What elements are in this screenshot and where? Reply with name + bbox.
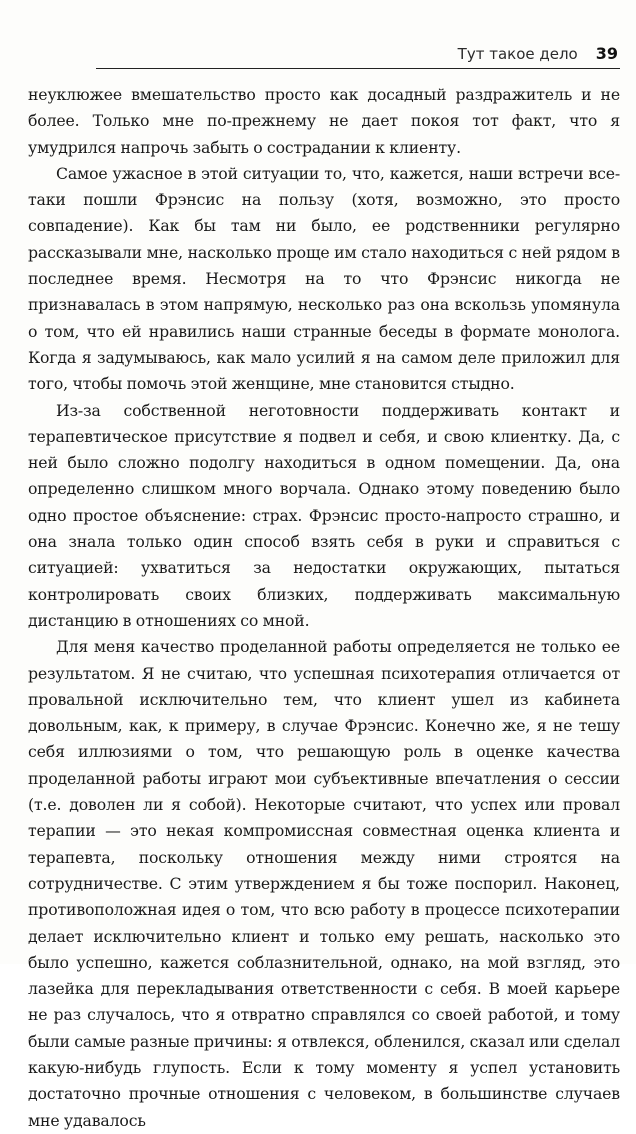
paragraph: Из-за собственной неготовности поддерживать контакт и терапевтическое присутствие я подвел и себя, и свою клиентку. Да, с ней было сложно подолгу находиться в одном помещении. Да, она определенно слишком много ворчала. Однако этому поведению было одно простое объяснение: страх. Фрэнсис просто-напросто страшно, и она знала только один способ взять себя в руки и справиться с ситуацией: ухватиться за недостатки окружающих, пытаться контролировать своих близких, поддерживать максимальную дистанцию в отношениях со мной. bbox=[28, 400, 620, 630]
body-text bbox=[28, 82, 620, 1134]
paragraph-continuation: неуклюжее вмешательство просто как досадный раздражитель и не более. Только мне по-прежнему не дает покоя тот факт, что я умудрился напрочь забыть о сострадании к клиенту. bbox=[28, 85, 620, 157]
running-header bbox=[0, 44, 618, 68]
page-number: 39 bbox=[595, 44, 618, 63]
running-title: Тут такое дело bbox=[457, 45, 578, 63]
header-rule bbox=[96, 68, 620, 69]
paragraph: Самое ужасное в этой ситуации то, что, кажется, наши встречи все-таки пошли Фрэнсис на пользу (хотя, возможно, это просто совпадение). Как бы там ни было, ее родственники регулярно рассказывали мне, насколько проще им стало находиться с ней рядом в последнее время. Несмотря на то что Фрэнсис никогда не признавалась в этом напрямую, несколько раз она вскользь упомянула о том, что ей нравились наши странные беседы в формате монолога. Когда я задумываюсь, как мало усилий я на самом деле приложил для того, чтобы помочь этой женщине, мне становится стыдно. bbox=[28, 163, 620, 394]
paragraph: Для меня качество проделанной работы определяется не только ее результатом. Я не считаю, что успешная психотерапия отличается от провальной исключительно тем, что клиент ушел из кабинета довольным, как, к примеру, в случае Фрэнсис. Конечно же, я не тешу себя иллюзиями о том, что решающую роль в оценке качества проделанной работы играют мои субъективные впечатления о сессии (т.е. доволен ли я собой). Некоторые считают, что успех или провал терапии — это некая компромиссная совместная оценка клиента и терапевта, поскольку отношения между ними строятся на сотрудничестве. С этим утверждением я бы тоже поспорил. Наконец, противоположная идея о том, что всю работу в процессе психотерапии делает исключительно клиент и только ему решать, насколько это было успешно, кажется соблазнительной, однако, на мой взгляд, это лазейка для перекладывания ответственности с себя. В моей карьере не раз случалось, что я отвратно справлялся со своей работой, и тому были самые разные причины: я отвлекся, обленился, сказал или сделал какую-нибудь глупость. Если к тому моменту я успел установить достаточно прочные отношения с человеком, в большинстве случаев мне удавалось bbox=[28, 637, 620, 1130]
